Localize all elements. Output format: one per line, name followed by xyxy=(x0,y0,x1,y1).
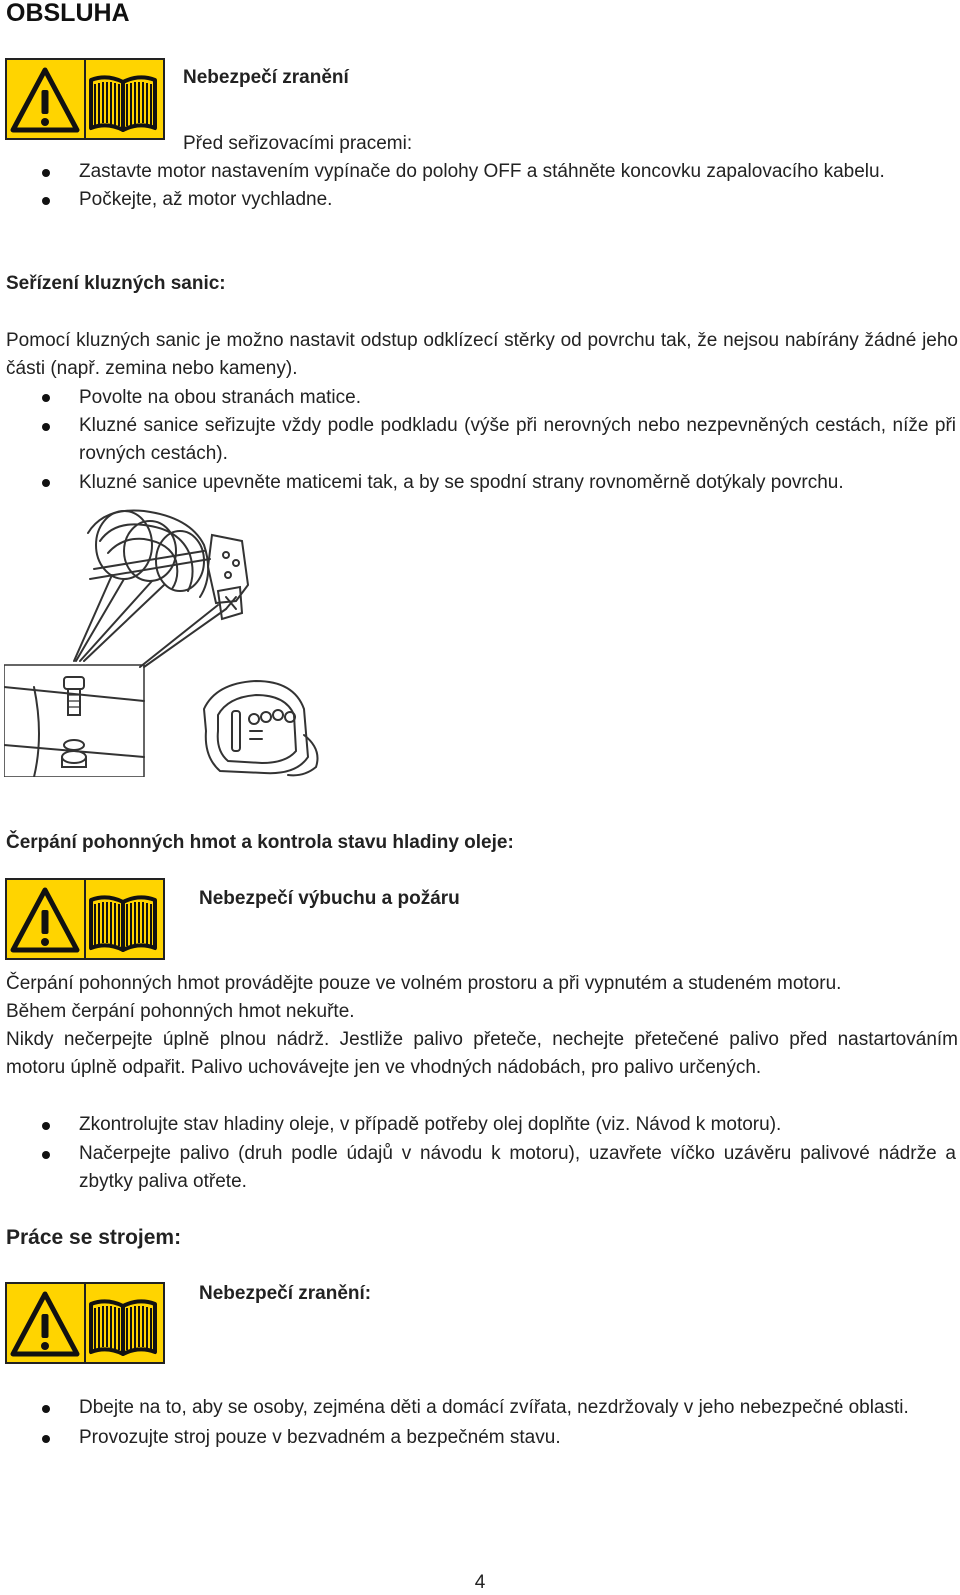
list-item: Zkontrolujte stav hladiny oleje, v případě potřeby olej doplňte (viz. Návod k motoru). xyxy=(0,1111,960,1139)
section-heading-operation: Práce se strojem: xyxy=(6,1226,182,1249)
warning-title-explosion: Nebezpečí výbuchu a požáru xyxy=(199,888,460,909)
warning-triangle-icon xyxy=(13,70,77,130)
skids-paragraph: Pomocí kluzných sanic je možno nastavit odstup odklízecí stěrky od povrchu tak, že nejsou nabírány žádné jeho části (např. zemina nebo kameny). xyxy=(6,330,958,379)
warning-pictogram xyxy=(5,878,165,960)
manual-book-icon xyxy=(91,77,155,130)
warning-pictogram xyxy=(5,58,165,140)
page-number: 4 xyxy=(474,1572,486,1593)
list-item: Kluzné sanice upevněte maticemi tak, a by se spodní strany rovnoměrně dotýkaly povrchu. xyxy=(0,468,960,498)
section-heading-fuel: Čerpání pohonných hmot a kontrola stavu hladiny oleje: xyxy=(6,832,514,853)
fuel-line-1: Čerpání pohonných hmot provádějte pouze ve volném prostoru a při vypnutém a studeném motoru. xyxy=(6,973,842,994)
list-item: Dbejte na to, aby se osoby, zejména děti a domácí zvířata, nezdržovaly v jeho nebezpečné oblasti. xyxy=(0,1394,960,1422)
warning-title-injury: Nebezpečí zranění xyxy=(183,67,349,88)
adjustment-precautions-list xyxy=(0,158,960,214)
warning-pictogram xyxy=(5,1282,165,1364)
warning-title-injury-2: Nebezpečí zranění: xyxy=(199,1283,372,1304)
list-item: Provozujte stroj pouze v bezvadném a bezpečném stavu. xyxy=(0,1424,960,1452)
skids-steps-list xyxy=(0,383,960,498)
fuel-steps-list xyxy=(0,1111,960,1196)
adjustment-intro: Před seřizovacími pracemi: xyxy=(183,133,413,154)
section-heading-skids: Seřízení kluzných sanic: xyxy=(6,273,226,294)
list-item: Povolte na obou stranách matice. xyxy=(0,383,960,412)
warning-triangle-icon xyxy=(13,890,77,950)
list-item: Zastavte motor nastavením vypínače do polohy OFF a stáhněte koncovku zapalovacího kabelu. xyxy=(0,158,960,186)
fuel-line-2: Během čerpání pohonných hmot nekuřte. xyxy=(6,1001,355,1022)
fuel-paragraph: Nikdy nečerpejte úplně plnou nádrž. Jestliže palivo přeteče, nechejte přetečené palivo před nastartováním motoru úplně odpařit. Palivo uchovávejte jen ve vhodných nádobách, pro palivo určených. xyxy=(6,1029,958,1078)
manual-book-icon xyxy=(91,1301,155,1354)
list-item: Načerpejte palivo (druh podle údajů v návodu k motoru), uzavřete víčko uzávěru palivové nádrže a zbytky paliva otřete. xyxy=(0,1140,960,1196)
skid-adjustment-illustration xyxy=(4,505,340,777)
warning-triangle-icon xyxy=(13,1294,77,1354)
manual-book-icon xyxy=(91,897,155,950)
list-item: Kluzné sanice seřizujte vždy podle podkladu (výše při nerovných nebo nezpevněných cestách, níže při rovných cestách). xyxy=(0,412,960,468)
operation-rules-list xyxy=(0,1394,960,1452)
page-title: OBSLUHA xyxy=(6,0,130,27)
list-item: Počkejte, až motor vychladne. xyxy=(0,186,960,214)
